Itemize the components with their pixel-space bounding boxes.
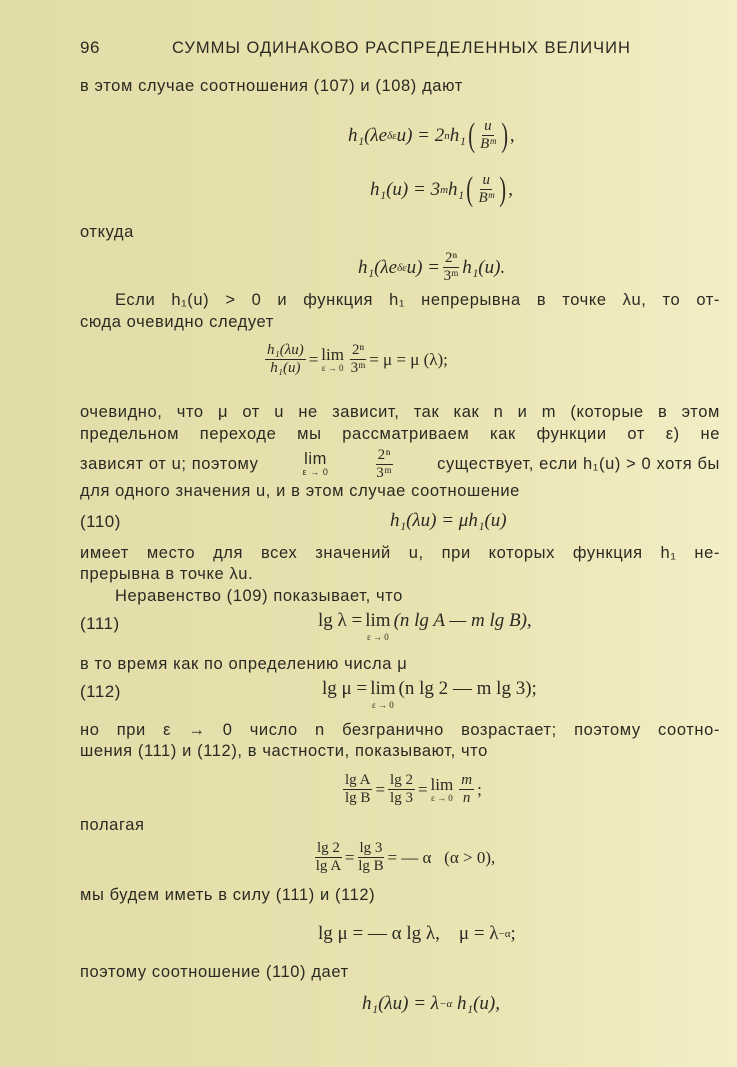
fraction xyxy=(343,772,372,807)
denominator: n xyxy=(462,790,471,806)
lim-label: lim xyxy=(365,610,391,631)
lim-subscript: ε → 0 xyxy=(371,700,394,710)
eq-part: h₁(λu) = λ xyxy=(362,993,440,1014)
equation-final: h₁(λu) = λ −α h₁(u), xyxy=(362,993,501,1014)
eq-part: lg μ = xyxy=(322,678,368,699)
limit xyxy=(321,344,344,373)
text-segment: зависят от u; поэтому xyxy=(80,455,259,473)
lim-subscript: ε → 0 xyxy=(302,467,329,477)
eq-part: , xyxy=(508,178,513,200)
eq-part: h₁(u). xyxy=(462,256,506,278)
paragraph-line: сюда очевидно следует xyxy=(80,313,274,331)
fraction xyxy=(478,172,493,207)
paragraph-line: шения (111) и (112), в частности, показывают, что xyxy=(80,742,488,760)
numerator: 2ⁿ xyxy=(377,446,392,463)
eq-part: = xyxy=(344,847,355,867)
eq-part: ; xyxy=(510,923,516,944)
denominator: 3ᵐ xyxy=(376,464,393,481)
paragraph-line: в то время как по определению числа μ xyxy=(80,655,408,673)
paragraph-line: мы будем иметь в силу (111) и (112) xyxy=(80,886,376,904)
numerator: u xyxy=(484,118,492,134)
fraction xyxy=(350,342,366,377)
eq-part: lg μ = — α lg λ, μ = λ xyxy=(318,923,499,944)
eq-part: lg λ = xyxy=(318,610,363,631)
denominator: lg A xyxy=(315,858,342,874)
equation-4 xyxy=(262,342,448,377)
eq-part: h₁ xyxy=(449,124,466,146)
text-segment: существует, если h₁(u) > 0 хотя бы xyxy=(437,455,720,473)
numerator: lg 3 xyxy=(359,840,383,856)
denominator: Bᵐ xyxy=(478,190,494,206)
fraction xyxy=(315,840,342,875)
fraction xyxy=(480,118,495,153)
paragraph-line: откуда xyxy=(80,223,134,241)
paragraph-line: полагая xyxy=(80,816,145,834)
equation-alpha xyxy=(312,840,495,875)
fraction xyxy=(358,840,385,875)
eq-part: = xyxy=(417,779,428,799)
paragraph-line: Неравенство (109) показывает, что xyxy=(115,587,403,605)
eq-part: u) = 2 xyxy=(396,124,445,146)
equation-number: (111) xyxy=(80,614,120,633)
equation-number: (112) xyxy=(80,682,121,701)
eq-part: = xyxy=(375,779,386,799)
paragraph-line: для одного значения u, и в этом случае соотношение xyxy=(80,482,520,500)
numerator: 2ⁿ xyxy=(351,342,365,358)
equation-number: (110) xyxy=(80,512,121,531)
numerator: h₁(λu) xyxy=(267,342,304,358)
eq-part: = μ = μ (λ); xyxy=(369,349,448,369)
denominator: h₁(u) xyxy=(270,360,301,376)
limit xyxy=(303,451,329,477)
equation-112 xyxy=(322,678,537,710)
numerator: lg A xyxy=(345,772,371,788)
limit xyxy=(365,610,390,642)
paragraph-line: в этом случае соотношения (107) и (108) дают xyxy=(80,77,463,95)
eq-part: (n lg A — m lg B), xyxy=(393,610,532,631)
denominator: lg 3 xyxy=(390,790,413,806)
eq-part: h₁ xyxy=(448,178,465,200)
fraction xyxy=(443,250,459,285)
eq-part: = — α (α > 0), xyxy=(387,847,496,867)
paragraph-line xyxy=(80,444,720,484)
paragraph-line: поэтому соотношение (110) дает xyxy=(80,963,349,981)
eq-part: h₁(u), xyxy=(452,993,501,1014)
equation-3: h₁(λe δε u) = $\frac{\text{2ⁿ}}{\text{3ᵐ}}$ h₁(u). xyxy=(358,250,506,284)
denominator: 3ᵐ xyxy=(350,360,366,376)
eq-part: h₁(u) = 3 xyxy=(370,178,441,200)
eq-part: = xyxy=(308,349,319,369)
paragraph-line: но при ε → 0 число n безгранично возрастает; поэтому соотно- xyxy=(80,721,720,739)
limit xyxy=(430,774,454,803)
eq-part: (n lg 2 — m lg 3); xyxy=(398,678,537,699)
lim-label: lim xyxy=(430,774,454,794)
eq-part: h₁(λe xyxy=(348,124,388,146)
lim-label: lim xyxy=(370,678,396,699)
equation-ratio xyxy=(340,772,482,807)
eq-part: ; xyxy=(477,779,482,799)
equation-1: h₁(λe δε u) = 2 n h₁ ( $\frac{u}{\text{Bᵐ}}$ ) , xyxy=(348,116,515,154)
running-title: СУММЫ ОДИНАКОВО РАСПРЕДЕЛЕННЫХ ВЕЛИЧИН xyxy=(172,39,631,57)
lim-label: lim xyxy=(304,450,327,468)
equation-111 xyxy=(318,610,532,642)
fraction xyxy=(459,772,474,807)
fraction xyxy=(388,772,415,807)
numerator: 2ⁿ xyxy=(444,250,458,266)
limit xyxy=(370,678,395,710)
paragraph-line: предельном переходе мы рассматриваем как функции от ε) не xyxy=(80,425,720,443)
denominator: lg B xyxy=(358,858,384,874)
denominator: lg B xyxy=(345,790,371,806)
paragraph-line: Если h₁(u) > 0 и функция h₁ непрерывна в точке λu, то от- xyxy=(115,291,720,309)
numerator: m xyxy=(461,772,473,788)
eq-part: , xyxy=(509,124,515,146)
numerator: lg 2 xyxy=(390,772,413,788)
numerator: u xyxy=(482,172,490,188)
eq-part: h₁(λe xyxy=(358,256,398,278)
page-number: 96 xyxy=(80,38,100,57)
equation-mu: lg μ = — α lg λ, μ = λ −α ; xyxy=(318,923,516,944)
paragraph-line: прерывна в точке λu. xyxy=(80,565,254,583)
lim-label: lim xyxy=(321,344,344,364)
fraction xyxy=(376,447,393,482)
eq-part: u) = xyxy=(406,256,440,278)
denominator: Bᵐ xyxy=(480,136,496,152)
paragraph-line: имеет место для всех значений u, при которых функция h₁ не- xyxy=(80,544,720,562)
lim-subscript: ε → 0 xyxy=(430,792,453,803)
lim-subscript: ε → 0 xyxy=(367,632,389,642)
denominator: 3ᵐ xyxy=(443,268,459,284)
fraction xyxy=(265,342,306,377)
equation-2: h₁(u) = 3 m h₁ ( $\frac{u}{\text{Bᵐ}}$ ) , xyxy=(370,170,513,208)
numerator: lg 2 xyxy=(317,840,340,856)
lim-subscript: ε → 0 xyxy=(321,362,344,373)
equation-110: h₁(λu) = μh₁(u) xyxy=(390,510,507,531)
paragraph-line: очевидно, что μ от u не зависит, так как n и m (которые в этом xyxy=(80,403,720,421)
